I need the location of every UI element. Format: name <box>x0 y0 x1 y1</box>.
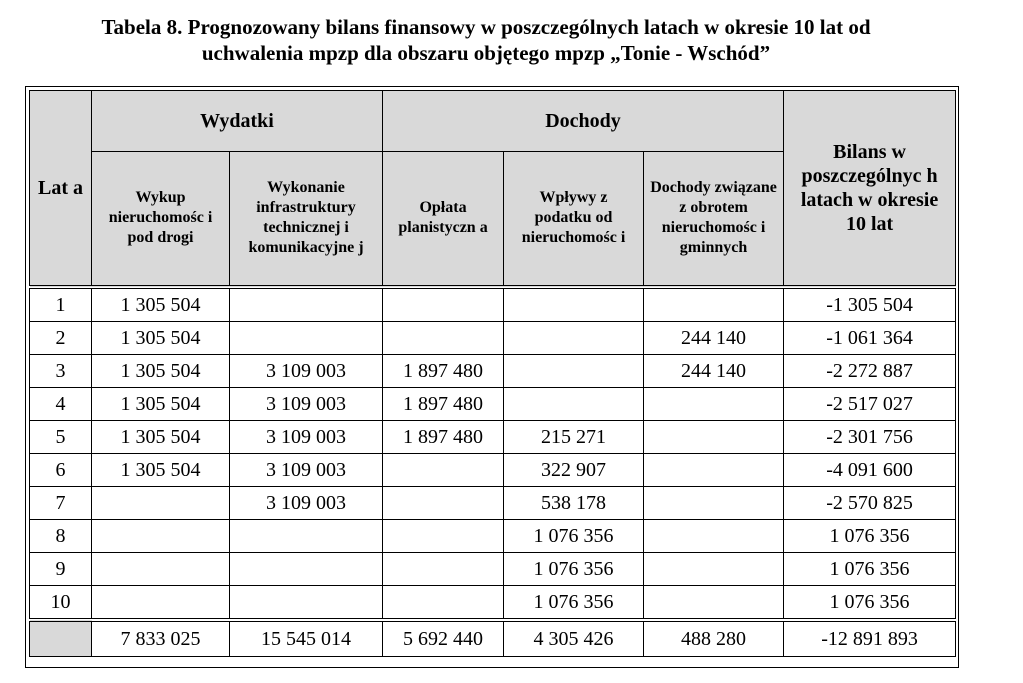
cell-wplywy: 538 178 <box>504 486 644 519</box>
cell-wykonanie <box>230 287 383 322</box>
cell-wykup: 1 305 504 <box>92 387 230 420</box>
cell-oplata <box>383 287 504 322</box>
table-row <box>30 321 956 354</box>
total-bilans: -12 891 893 <box>784 620 956 657</box>
table-row <box>30 420 956 453</box>
table-row <box>30 519 956 552</box>
table-caption <box>0 14 972 66</box>
cell-wplywy <box>504 354 644 387</box>
cell-oplata <box>383 321 504 354</box>
header-bilans: Bilans w poszczególnyc h latach w okresie 10 lat <box>784 91 956 287</box>
cell-oplata: 1 897 480 <box>383 387 504 420</box>
cell-dochody-obrot <box>644 486 784 519</box>
cell-wykonanie: 3 109 003 <box>230 420 383 453</box>
cell-lata: 5 <box>30 420 92 453</box>
total-wplywy: 4 305 426 <box>504 620 644 657</box>
cell-lata: 2 <box>30 321 92 354</box>
cell-bilans: -4 091 600 <box>784 453 956 486</box>
header-dochody-obrot: Dochody związane z obrotem nieruchomośc i gminnych <box>644 152 784 287</box>
cell-bilans: 1 076 356 <box>784 585 956 620</box>
cell-wykonanie: 3 109 003 <box>230 354 383 387</box>
total-wykup: 7 833 025 <box>92 620 230 657</box>
cell-lata: 10 <box>30 585 92 620</box>
table-row <box>30 552 956 585</box>
cell-dochody-obrot <box>644 552 784 585</box>
cell-wykup <box>92 552 230 585</box>
cell-bilans: -2 570 825 <box>784 486 956 519</box>
header-wykonanie: Wykonanie infrastruktury technicznej i komunikacyjne j <box>230 152 383 287</box>
cell-oplata <box>383 486 504 519</box>
cell-wykup <box>92 585 230 620</box>
header-oplata: Opłata planistyczn a <box>383 152 504 287</box>
cell-dochody-obrot <box>644 453 784 486</box>
total-row <box>30 620 956 657</box>
cell-dochody-obrot: 244 140 <box>644 354 784 387</box>
cell-wplywy <box>504 321 644 354</box>
table-row <box>30 387 956 420</box>
cell-wykup: 1 305 504 <box>92 453 230 486</box>
cell-wykup: 1 305 504 <box>92 420 230 453</box>
cell-oplata: 1 897 480 <box>383 420 504 453</box>
cell-oplata: 1 897 480 <box>383 354 504 387</box>
cell-lata: 4 <box>30 387 92 420</box>
header-wplywy: Wpływy z podatku od nieruchomośc i <box>504 152 644 287</box>
cell-wykup: 1 305 504 <box>92 354 230 387</box>
cell-wplywy: 1 076 356 <box>504 585 644 620</box>
header-wykup: Wykup nieruchomośc i pod drogi <box>92 152 230 287</box>
financial-balance-table <box>29 90 956 657</box>
cell-wykonanie <box>230 552 383 585</box>
cell-oplata <box>383 453 504 486</box>
total-dochody-obrot: 488 280 <box>644 620 784 657</box>
cell-lata: 7 <box>30 486 92 519</box>
caption-line-2: uchwalenia mpzp dla obszaru objętego mpzp „Tonie - Wschód” <box>201 41 771 65</box>
cell-wykup: 1 305 504 <box>92 321 230 354</box>
cell-wykonanie: 3 109 003 <box>230 486 383 519</box>
cell-wplywy: 1 076 356 <box>504 519 644 552</box>
cell-wplywy <box>504 387 644 420</box>
cell-bilans: -1 305 504 <box>784 287 956 322</box>
table-row <box>30 585 956 620</box>
cell-wplywy: 1 076 356 <box>504 552 644 585</box>
cell-bilans: -1 061 364 <box>784 321 956 354</box>
cell-wplywy: 215 271 <box>504 420 644 453</box>
cell-dochody-obrot <box>644 585 784 620</box>
cell-wplywy <box>504 287 644 322</box>
total-wykonanie: 15 545 014 <box>230 620 383 657</box>
cell-dochody-obrot <box>644 387 784 420</box>
cell-bilans: 1 076 356 <box>784 552 956 585</box>
cell-wykonanie <box>230 585 383 620</box>
cell-wykonanie <box>230 321 383 354</box>
cell-lata: 8 <box>30 519 92 552</box>
cell-lata: 1 <box>30 287 92 322</box>
table-row <box>30 453 956 486</box>
cell-oplata <box>383 552 504 585</box>
cell-wykonanie <box>230 519 383 552</box>
cell-dochody-obrot: 244 140 <box>644 321 784 354</box>
cell-bilans: -2 272 887 <box>784 354 956 387</box>
cell-wykup <box>92 519 230 552</box>
cell-wykonanie: 3 109 003 <box>230 387 383 420</box>
table-row <box>30 287 956 322</box>
cell-wykup <box>92 486 230 519</box>
header-wydatki: Wydatki <box>92 91 383 152</box>
cell-dochody-obrot <box>644 519 784 552</box>
cell-lata: 6 <box>30 453 92 486</box>
cell-bilans: -2 301 756 <box>784 420 956 453</box>
header-dochody: Dochody <box>383 91 784 152</box>
cell-wykonanie: 3 109 003 <box>230 453 383 486</box>
table-row <box>30 486 956 519</box>
cell-dochody-obrot <box>644 287 784 322</box>
cell-bilans: 1 076 356 <box>784 519 956 552</box>
cell-dochody-obrot <box>644 420 784 453</box>
cell-wykup: 1 305 504 <box>92 287 230 322</box>
caption-line-1: Tabela 8. Prognozowany bilans finansowy w poszczególnych latach w okresie 10 lat od <box>101 15 871 39</box>
total-lata <box>30 620 92 657</box>
cell-oplata <box>383 585 504 620</box>
cell-oplata <box>383 519 504 552</box>
cell-lata: 9 <box>30 552 92 585</box>
table-row <box>30 354 956 387</box>
cell-wplywy: 322 907 <box>504 453 644 486</box>
cell-bilans: -2 517 027 <box>784 387 956 420</box>
header-lata: Lat a <box>30 91 92 287</box>
cell-lata: 3 <box>30 354 92 387</box>
total-oplata: 5 692 440 <box>383 620 504 657</box>
